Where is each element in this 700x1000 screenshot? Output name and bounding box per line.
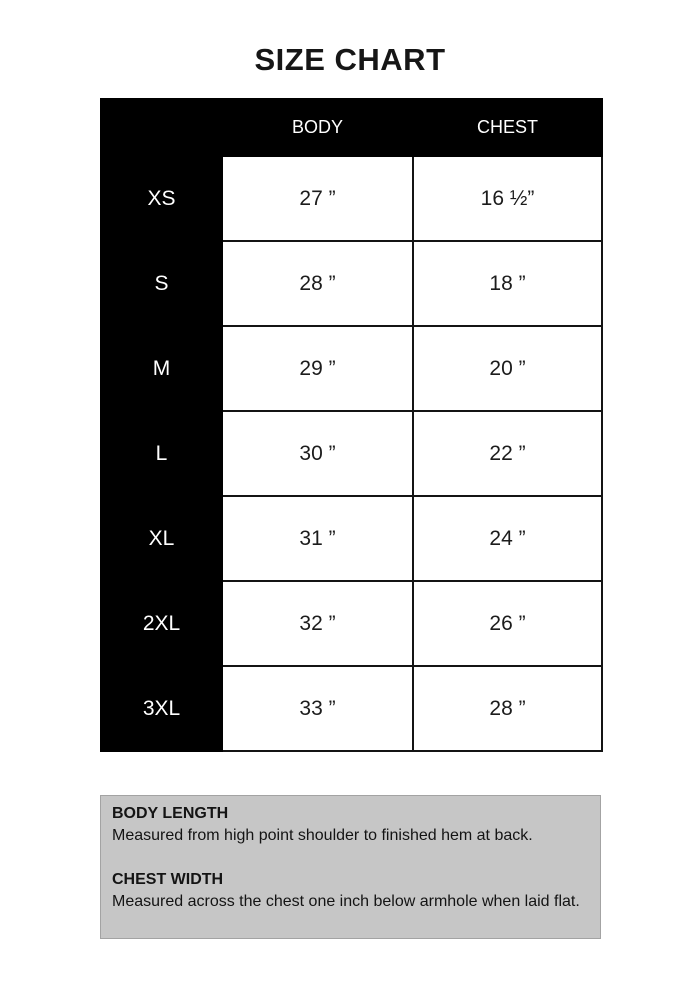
table-row bbox=[101, 411, 602, 496]
chest-value: 24 ” bbox=[413, 496, 602, 581]
size-label: XL bbox=[101, 496, 222, 581]
chest-width-heading: CHEST WIDTH bbox=[112, 871, 224, 888]
table-row bbox=[101, 326, 602, 411]
size-chart-table bbox=[100, 98, 603, 752]
size-label: M bbox=[101, 326, 222, 411]
body-value: 33 ” bbox=[222, 666, 413, 751]
table-row bbox=[101, 241, 602, 326]
chest-value: 16 ½” bbox=[413, 156, 602, 241]
body-value: 27 ” bbox=[222, 156, 413, 241]
size-label: 3XL bbox=[101, 666, 222, 751]
table-row bbox=[101, 496, 602, 581]
body-value: 29 ” bbox=[222, 326, 413, 411]
body-value: 32 ” bbox=[222, 581, 413, 666]
chest-value: 26 ” bbox=[413, 581, 602, 666]
body-length-description: Measured from high point shoulder to finished hem at back. bbox=[112, 827, 533, 844]
body-value: 30 ” bbox=[222, 411, 413, 496]
chest-value: 22 ” bbox=[413, 411, 602, 496]
table-row bbox=[101, 666, 602, 751]
chest-width-description: Measured across the chest one inch below armhole when laid flat. bbox=[112, 893, 580, 910]
body-value: 31 ” bbox=[222, 496, 413, 581]
header-chest: CHEST bbox=[413, 99, 602, 156]
table-row bbox=[101, 156, 602, 241]
chest-value: 18 ” bbox=[413, 241, 602, 326]
size-label: 2XL bbox=[101, 581, 222, 666]
header-size-blank bbox=[101, 99, 222, 156]
header-body: BODY bbox=[222, 99, 413, 156]
measurement-notes bbox=[100, 795, 601, 939]
size-label: S bbox=[101, 241, 222, 326]
size-label: L bbox=[101, 411, 222, 496]
body-value: 28 ” bbox=[222, 241, 413, 326]
chest-value: 28 ” bbox=[413, 666, 602, 751]
chest-value: 20 ” bbox=[413, 326, 602, 411]
size-label: XS bbox=[101, 156, 222, 241]
table-header-row bbox=[101, 99, 602, 156]
page-title: SIZE CHART bbox=[254, 42, 446, 77]
body-length-heading: BODY LENGTH bbox=[112, 805, 229, 822]
table-row bbox=[101, 581, 602, 666]
